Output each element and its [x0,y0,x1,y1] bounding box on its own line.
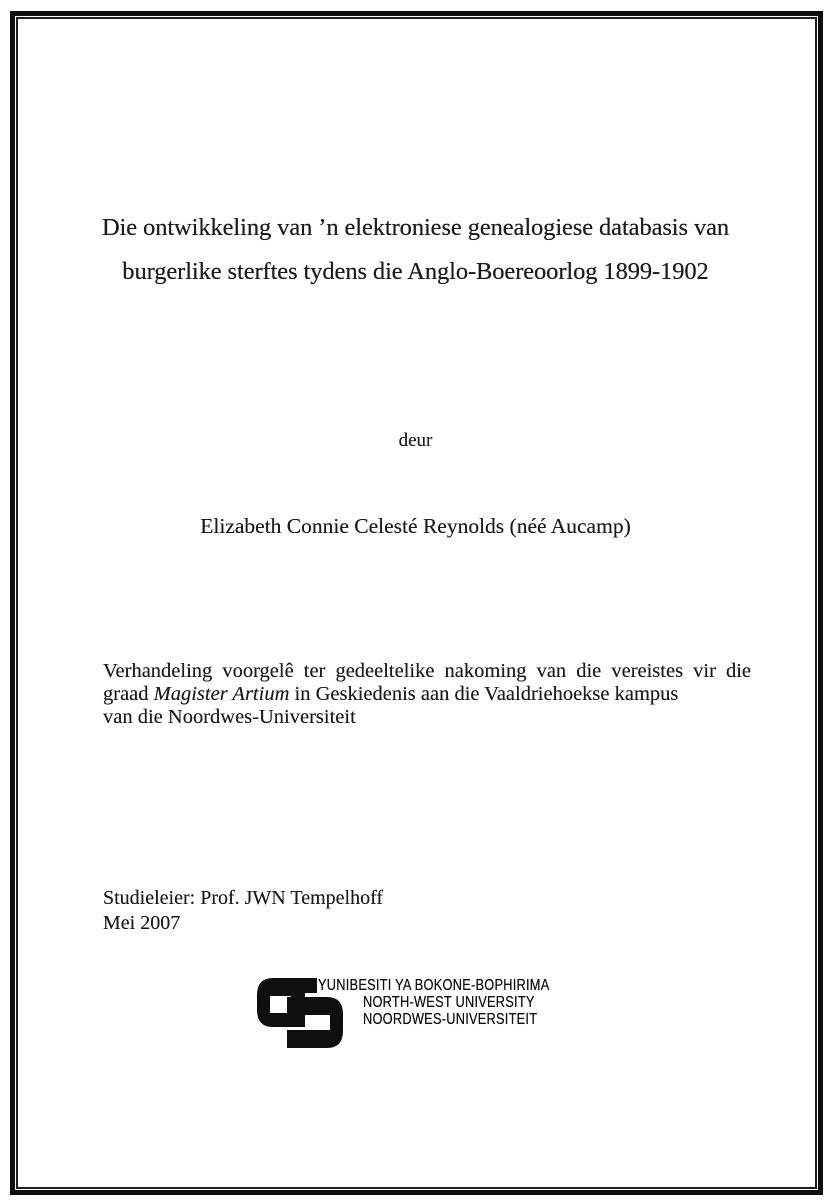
thesis-title [40,206,791,294]
statement-line-2-post: in Geskiedenis aan die Vaaldriehoekse kampus [289,682,679,705]
author-name: Elizabeth Connie Celesté Reynolds (néé Aucamp) [200,514,631,538]
title-line-1: Die ontwikkeling van ’n elektroniese genealogiese databasis van [101,214,730,241]
statement-line-2-pre: graad [103,682,154,705]
date-line: Mei 2007 [103,912,181,934]
statement-line-1: Verhandeling voorgelê ter gedeeltelike nakoming van die vereistes vir die [103,660,751,682]
byline-label: deur [398,430,433,451]
logo-text-afrikaans: NOORDWES-UNIVERSITEIT [363,1011,538,1028]
logo-text-english: NORTH-WEST UNIVERSITY [363,994,535,1011]
title-line-2: burgerlike sterftes tydens die Anglo-Boereoorlog 1899-1902 [122,258,709,285]
supervisor-line: Studieleier: Prof. JWN Tempelhoff [103,887,384,909]
statement-line-2 [103,683,751,706]
supervisor-block [103,886,383,936]
degree-statement [103,660,751,728]
logo-text-setswana: YUNIBESITI YA BOKONE-BOPHIRIMA [318,977,550,994]
statement-line-3: van die Noordwes-Universiteit [103,705,356,728]
degree-name-italic: Magister Artium [153,682,290,705]
